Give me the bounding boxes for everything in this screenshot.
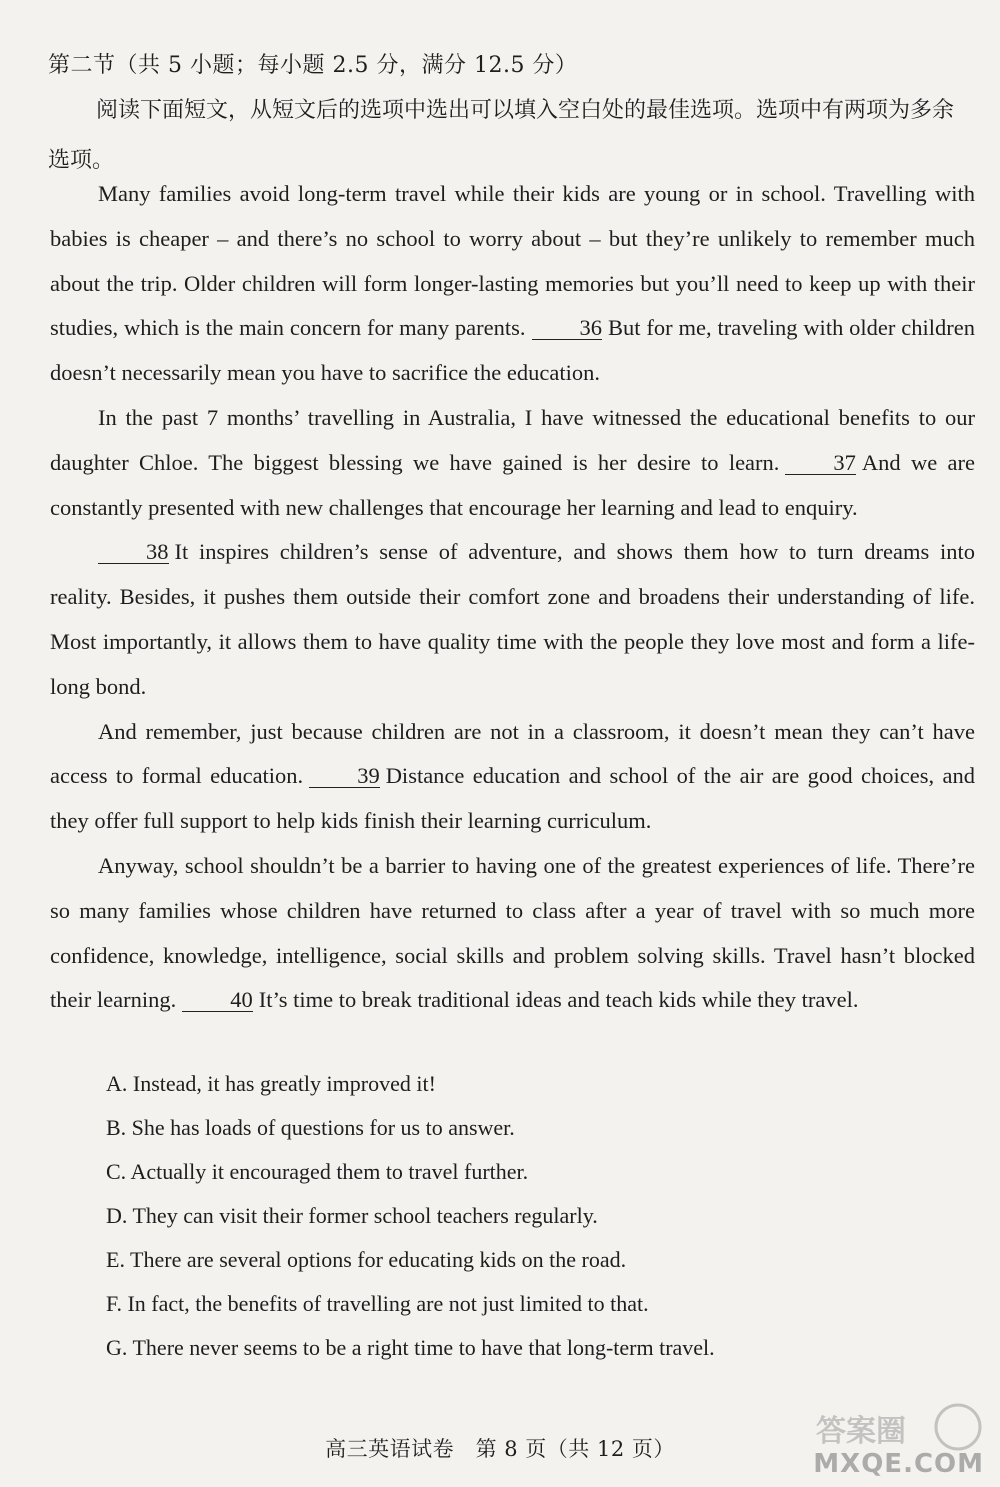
options-list	[106, 1062, 926, 1370]
passage	[50, 172, 975, 1023]
paragraph-4-text-a: And remember, just because children are not in a classroom, it doesn’t mean they can’t have access to formal education.	[50, 718, 975, 789]
instructions: 阅读下面短文，从短文后的选项中选出可以填入空白处的最佳选项。选项中有两项为多余选项。	[48, 98, 955, 173]
paragraph-3-text: It inspires children’s sense of adventure, and shows them how to turn dreams into reality. Besides, it pushes them outside their comfort zone and broadens their understanding of life. Most importantly, it allows them to have quality time with the people they love most and form a life-long bond.	[50, 539, 975, 699]
paragraph-4	[50, 710, 975, 844]
paragraph-2	[50, 396, 975, 530]
option-f: F. In fact, the benefits of travelling are not just limited to that.	[106, 1291, 649, 1316]
paragraph-3	[50, 530, 975, 709]
paragraph-2-text-b: And we are constantly presented with new challenges that encourage her learning and lead to enquiry.	[50, 449, 975, 520]
option-e: E. There are several options for educating kids on the road.	[106, 1247, 627, 1272]
blank-39: 39	[309, 765, 380, 788]
option-a: A. Instead, it has greatly improved it!	[106, 1071, 436, 1096]
paragraph-1-text-a: Many families avoid long-term travel while their kids are young or in school. Travelling with babies is cheaper – and there’s no school to worry about – but they’re unlikely to remember much about the trip. Older children will form longer-lasting memories but you’ll need to keep up with their studies, which is the main concern for many parents.	[50, 181, 975, 341]
paragraph-2-text-a: In the past 7 months’ travelling in Australia, I have witnessed the educational benefits to our daughter Chloe. The biggest blessing we have gained is her desire to learn.	[50, 404, 975, 475]
blank-36: 36	[532, 317, 603, 340]
blank-37: 37	[785, 452, 856, 475]
paragraph-5	[50, 844, 975, 1023]
option-c: C. Actually it encouraged them to travel further.	[106, 1159, 529, 1184]
blank-40: 40	[182, 989, 253, 1012]
page-footer: 高三英语试卷 第 8 页（共 12 页）	[325, 1437, 675, 1461]
paragraph-1-text-b: But for me, traveling with older children doesn’t necessarily mean you have to sacrifice the education.	[50, 315, 975, 386]
paragraph-1	[50, 172, 975, 396]
option-g: G. There never seems to be a right time to have that long-term travel.	[106, 1335, 715, 1360]
section-title: 第二节（共 5 小题；每小题 2.5 分，满分 12.5 分）	[48, 53, 578, 78]
paragraph-4-text-b: Distance education and school of the air are good choices, and they offer full support to help kids finish their learning curriculum.	[50, 763, 975, 834]
watermark-text: MXQE.COM	[813, 1449, 984, 1479]
paragraph-5-text-a: Anyway, school shouldn’t be a barrier to having one of the greatest experiences of life. There’re so many families whose children have returned to class after a year of travel with so much more confidence, knowledge, intelligence, social skills and problem solving skills. Travel hasn’t blocked their learning.	[50, 852, 975, 1013]
blank-38: 38	[98, 541, 169, 564]
svg-text:答案圈: 答案圈	[816, 1414, 906, 1449]
paragraph-5-text-b: It’s time to break traditional ideas and teach kids while they travel.	[258, 987, 859, 1013]
option-b: B. She has loads of questions for us to answer.	[106, 1115, 515, 1140]
option-d: D. They can visit their former school teachers regularly.	[106, 1203, 598, 1228]
